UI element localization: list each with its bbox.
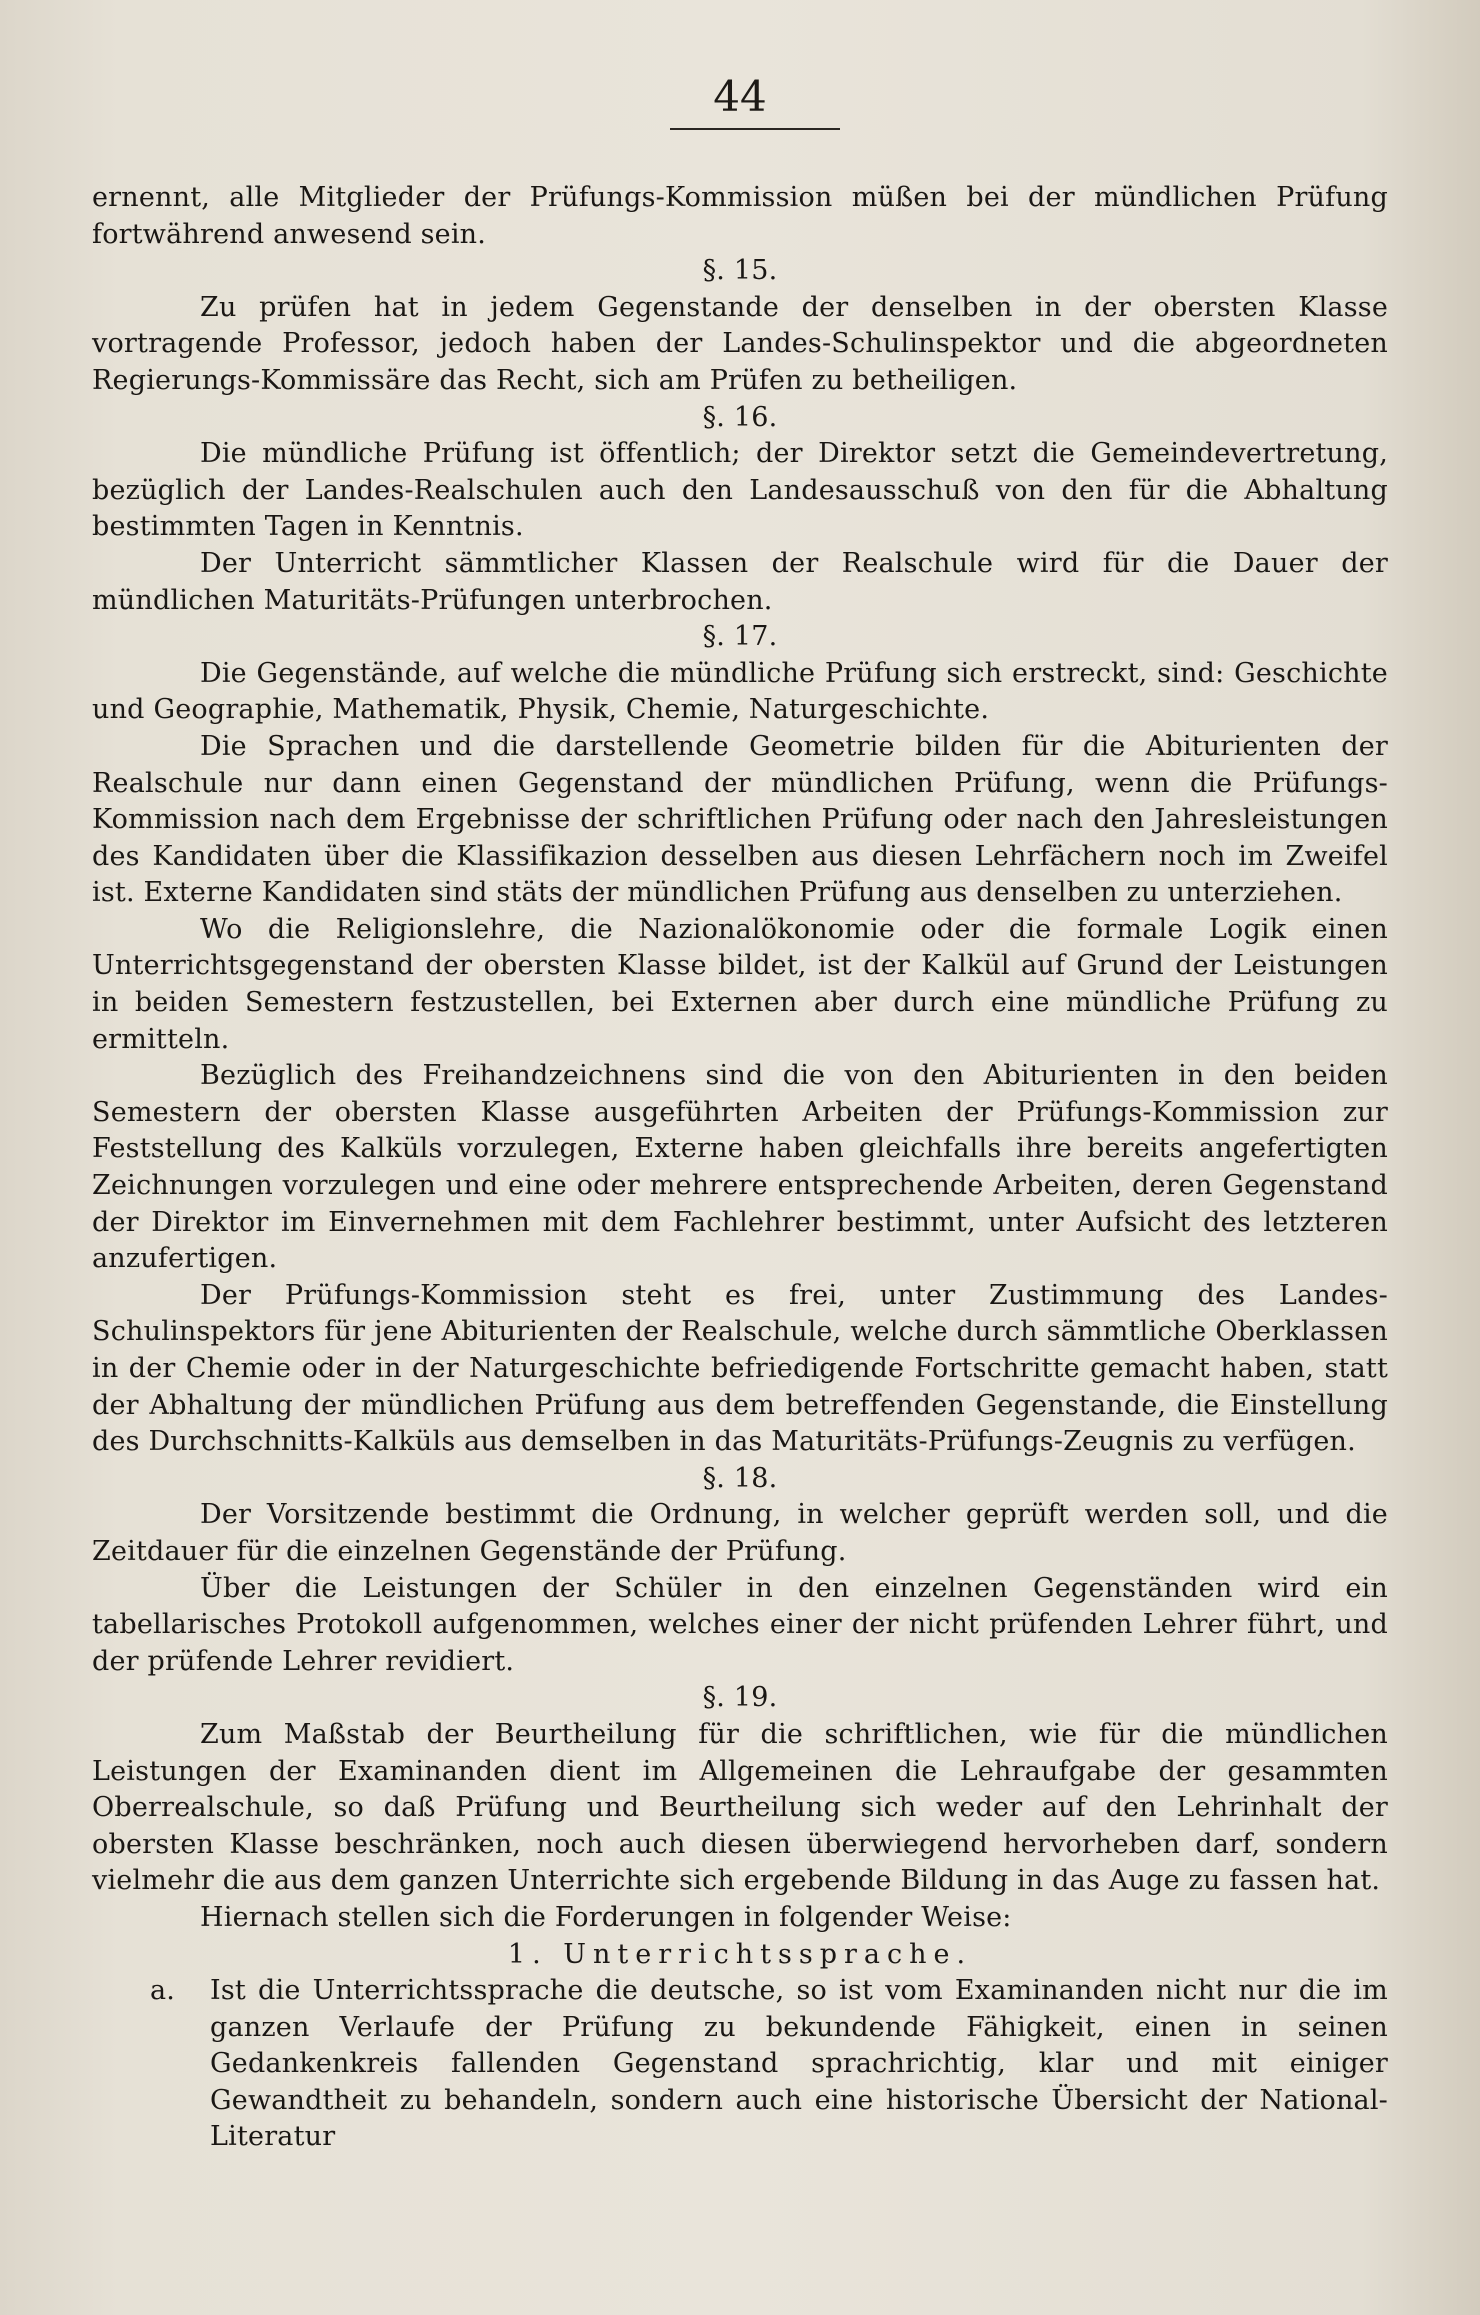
list-marker: a. — [150, 1975, 176, 2007]
paragraph: Die mündliche Prüfung ist öffentlich; der Direktor setzt die Gemeindevertretung, bezüglich der Landes-Realschulen auch den Landesausschuß von den für die Abhaltung bestimmten Tagen in Kenntnis. — [92, 438, 1388, 543]
list-item-text: Ist die Unterrichtssprache die deutsche, so ist vom Examinanden nicht nur die im ganzen Verlaufe der Prüfung zu bekundende Fähigkeit, einen in seinen Gedankenkreis fallenden Gegenstand sprachrichtig, klar und mit einiger Gewandtheit zu behandeln, sondern auch eine historische Übersicht der National-Literatur — [210, 1975, 1388, 2153]
paragraph: Über die Leistungen der Schüler in den einzelnen Gegenständen wird ein tabellarisches Protokoll aufgenommen, welches einer der nicht prüfenden Lehrer führt, und der prüfende Lehrer revidiert. — [92, 1572, 1388, 1677]
paragraph: Zu prüfen hat in jedem Gegenstande der denselben in der obersten Klasse vortragende Professor, jedoch haben der Landes-Schulinspektor und die abgeordneten Regierungs-Kommissäre das Recht, sich am Prüfen zu betheiligen. — [92, 291, 1388, 396]
paragraph: Zum Maßstab der Beurtheilung für die schriftlichen, wie für die mündlichen Leistungen der Examinanden dient im Allgemeinen die Lehraufgabe der gesammten Oberrealschule, so daß Prüfung und Beurtheilung sich weder auf den Lehrinhalt der obersten Klasse beschränken, noch auch diesen überwiegend hervorheben darf, sondern vielmehr die aus dem ganzen Unterrichte sich ergebende Bildung in das Auge zu fassen hat. — [92, 1718, 1388, 1897]
list-item — [92, 1973, 1388, 2156]
subsection-heading: 1. Unterrichtssprache. — [507, 1938, 973, 1970]
section-heading: §. 19. — [702, 1682, 778, 1714]
paragraph: Die Gegenstände, auf welche die mündliche Prüfung sich erstreckt, sind: Geschichte und Geographie, Mathematik, Physik, Chemie, Naturgeschichte. — [92, 657, 1388, 726]
section-heading: §. 15. — [702, 255, 778, 287]
page-body — [92, 180, 1388, 2156]
paragraph: Der Unterricht sämmtlicher Klassen der Realschule wird für die Dauer der mündlichen Maturitäts-Prüfungen unterbrochen. — [92, 547, 1388, 616]
paragraph: ernennt, alle Mitglieder der Prüfungs-Kommission müßen bei der mündlichen Prüfung fortwährend anwesend sein. — [92, 182, 1388, 250]
paragraph: Der Prüfungs-Kommission steht es frei, unter Zustimmung des Landes-Schulinspektors für jene Abiturienten der Realschule, welche durch sämmtliche Oberklassen in der Chemie oder in der Naturgeschichte befriedigende Fortschritte gemacht haben, statt der Abhaltung der mündlichen Prüfung aus dem betreffenden Gegenstande, die Einstellung des Durchschnitts-Kalküls aus demselben in das Maturitäts-Prüfungs-Zeugnis zu verfügen. — [92, 1279, 1388, 1458]
section-heading: §. 17. — [702, 621, 778, 653]
paragraph: Die Sprachen und die darstellende Geometrie bilden für die Abiturienten der Realschule nur dann einen Gegenstand der mündlichen Prüfung, wenn die Prüfungs-Kommission nach dem Ergebnisse der schriftlichen Prüfung oder nach den Jahresleistungen des Kandidaten über die Klassifikazion desselben aus diesen Lehrfächern noch im Zweifel ist. Externe Kandidaten sind stäts der mündlichen Prüfung aus denselben zu unterziehen. — [92, 730, 1388, 909]
page-number: 44 — [713, 72, 767, 121]
paragraph: Der Vorsitzende bestimmt die Ordnung, in welcher geprüft werden soll, und die Zeitdauer für die einzelnen Gegenstände der Prüfung. — [92, 1499, 1388, 1567]
paragraph: Hiernach stellen sich die Forderungen in folgender Weise: — [200, 1901, 1012, 1933]
paragraph: Wo die Religionslehre, die Nazionalökonomie oder die formale Logik einen Unterrichtsgegenstand der obersten Klasse bildet, ist der Kalkül auf Grund der Leistungen in beiden Semestern festzustellen, bei Externen aber durch eine mündliche Prüfung zu ermitteln. — [92, 913, 1388, 1055]
header-rule — [670, 128, 840, 130]
section-heading: §. 18. — [702, 1462, 778, 1494]
paragraph: Bezüglich des Freihandzeichnens sind die von den Abiturienten in den beiden Semestern der obersten Klasse ausgeführten Arbeiten der Prüfungs-Kommission zur Feststellung des Kalküls vorzulegen, Externe haben gleichfalls ihre bereits angefertigten Zeichnungen vorzulegen und eine oder mehrere entsprechende Arbeiten, deren Gegenstand der Direktor im Einvernehmen mit dem Fachlehrer bestimmt, unter Aufsicht des letzteren anzufertigen. — [92, 1060, 1388, 1275]
section-heading: §. 16. — [702, 401, 778, 433]
